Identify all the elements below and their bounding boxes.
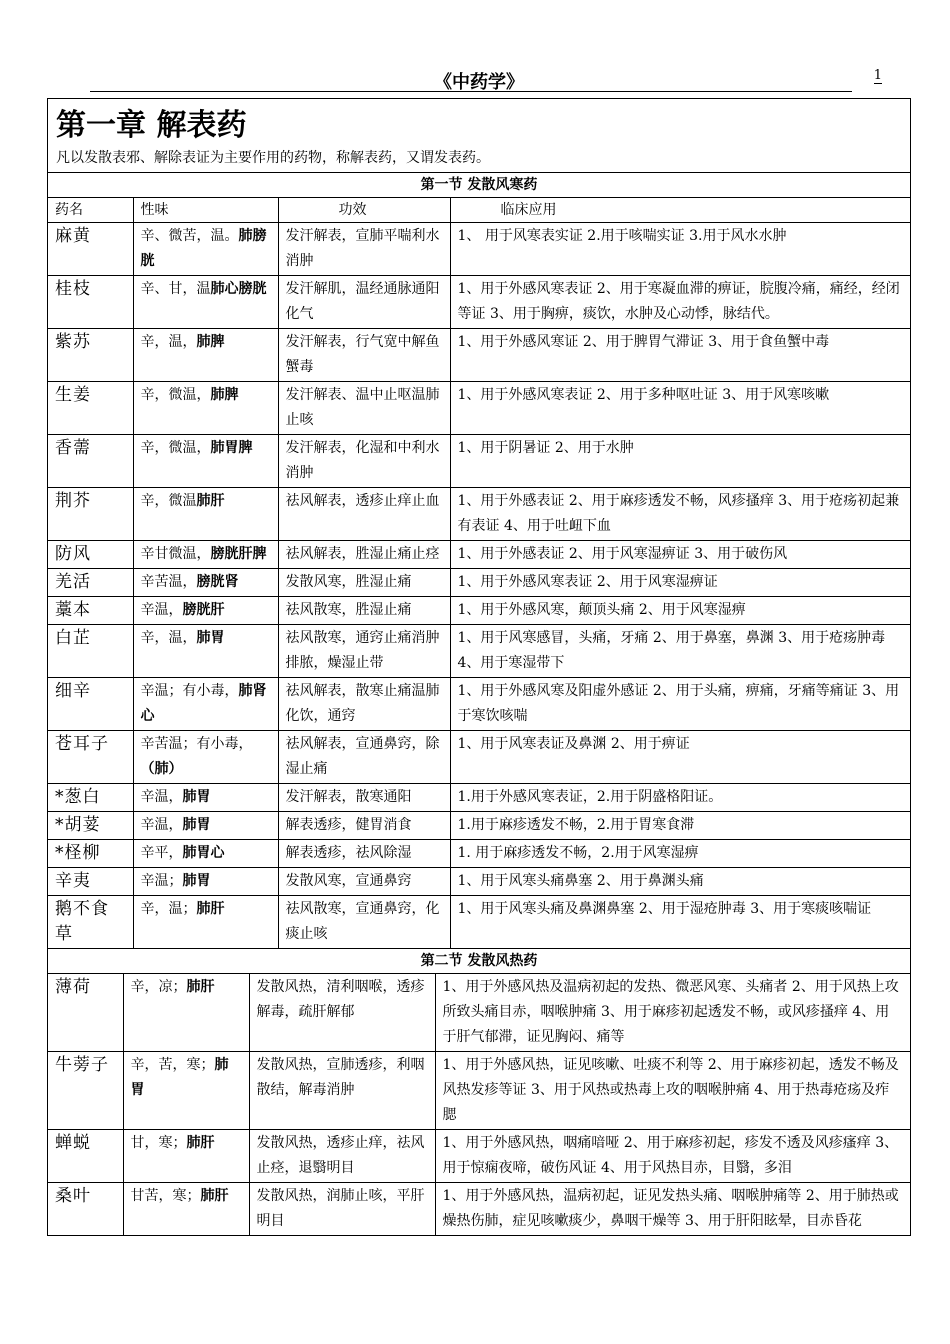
meridian-text: 肺胃 bbox=[196, 630, 225, 646]
herb-effect: 发汗解表、温中止呕温肺止咳 bbox=[278, 382, 450, 435]
nature-text: 辛，温， bbox=[140, 334, 197, 350]
table-row bbox=[48, 731, 910, 784]
table-row bbox=[48, 625, 910, 678]
herb-nature bbox=[123, 1183, 249, 1236]
nature-text: 辛，微温， bbox=[140, 440, 211, 456]
table-row bbox=[48, 435, 910, 488]
table-row bbox=[48, 597, 910, 625]
nature-text: 辛温；有小毒， bbox=[140, 683, 239, 699]
chapter-block bbox=[48, 99, 910, 173]
herb-name: 鹅不食草 bbox=[48, 896, 133, 949]
herb-nature bbox=[133, 625, 278, 678]
herb-effect: 祛风散寒，通窍止痛消肿排脓，燥湿止带 bbox=[278, 625, 450, 678]
herb-nature bbox=[133, 276, 278, 329]
section1-title-row bbox=[48, 173, 910, 198]
herb-effect: 发散风寒，宣通鼻窍 bbox=[278, 868, 450, 896]
nature-text: 辛甘微温， bbox=[140, 546, 211, 562]
herb-usage: 1.用于麻疹透发不畅，2.用于胃寒食滞 bbox=[450, 812, 910, 840]
herb-effect: 发汗解肌，温经通脉通阳化气 bbox=[278, 276, 450, 329]
meridian-text: 肺胃脾 bbox=[210, 440, 253, 456]
herb-effect: 发汗解表，宣肺平喘利水消肿 bbox=[278, 223, 450, 276]
table-row bbox=[48, 1130, 910, 1183]
meridian-text: 肺胃 bbox=[182, 873, 211, 889]
herb-usage: 1、用于外感风热，咽痛喑哑 2、用于麻疹初起，疹发不透及风疹瘙痒 3、用于惊痫夜啼，破伤风证 4、用于风热目赤，目翳，多泪 bbox=[435, 1130, 910, 1183]
meridian-text: 肺膀胱 bbox=[140, 228, 267, 269]
herb-name: 荆芥 bbox=[48, 488, 133, 541]
herb-nature bbox=[133, 488, 278, 541]
herb-name: 桑叶 bbox=[48, 1183, 123, 1236]
herb-nature bbox=[123, 1130, 249, 1183]
herb-usage: 1、用于外感风寒表证 2、用于多种呕吐证 3、用于风寒咳嗽 bbox=[450, 382, 910, 435]
herb-name: 桂枝 bbox=[48, 276, 133, 329]
herb-nature bbox=[133, 541, 278, 569]
herb-nature bbox=[133, 223, 278, 276]
herb-nature bbox=[133, 329, 278, 382]
meridian-text: 肺胃心 bbox=[182, 845, 225, 861]
table-row bbox=[48, 1052, 910, 1130]
herb-effect: 发汗解表，行气宽中解鱼蟹毒 bbox=[278, 329, 450, 382]
table-row bbox=[48, 896, 910, 949]
table-row bbox=[48, 840, 910, 868]
nature-text: 辛温； bbox=[140, 873, 183, 889]
section2-table bbox=[48, 974, 910, 1235]
herb-name: 蝉蜕 bbox=[48, 1130, 123, 1183]
herb-usage: 1、用于外感表证 2、用于麻疹透发不畅，风疹搔痒 3、用于疮疡初起兼有表证 4、用于吐衄下血 bbox=[450, 488, 910, 541]
table-row bbox=[48, 276, 910, 329]
herb-nature bbox=[133, 382, 278, 435]
nature-text: 辛、微苦，温。 bbox=[140, 228, 239, 244]
nature-text: 辛，温， bbox=[140, 630, 197, 646]
table-row bbox=[48, 868, 910, 896]
section1-table bbox=[48, 173, 910, 948]
nature-text: 辛温， bbox=[140, 602, 183, 618]
herb-name: 牛蒡子 bbox=[48, 1052, 123, 1130]
herb-effect: 发散风热，清利咽喉，透疹解毒，疏肝解郁 bbox=[249, 974, 435, 1052]
meridian-text: 肺脾 bbox=[210, 387, 239, 403]
herb-name: 香薷 bbox=[48, 435, 133, 488]
herb-effect: 发散风寒，胜湿止痛 bbox=[278, 569, 450, 597]
herb-nature bbox=[133, 784, 278, 812]
nature-text: 辛温， bbox=[140, 817, 183, 833]
herb-usage: 1、用于外感风寒表证 2、用于寒凝血滞的痹证，脘腹冷痛，痛经，经闭等证 3、用于胸痹，痰饮，水肿及心动悸，脉结代。 bbox=[450, 276, 910, 329]
herb-usage: 1.用于外感风寒表证，2.用于阴盛格阳证。 bbox=[450, 784, 910, 812]
herb-nature bbox=[123, 1052, 249, 1130]
column-header-name: 药名 bbox=[48, 198, 133, 223]
nature-text: 辛，微温， bbox=[140, 387, 211, 403]
header-rule bbox=[90, 91, 852, 92]
herb-effect: 祛风散寒，宣通鼻窍，化痰止咳 bbox=[278, 896, 450, 949]
meridian-text: （肺） bbox=[140, 761, 183, 777]
nature-text: 甘苦，寒； bbox=[130, 1188, 201, 1204]
herb-usage: 1. 用于麻疹透发不畅，2.用于风寒湿痹 bbox=[450, 840, 910, 868]
herb-name: 生姜 bbox=[48, 382, 133, 435]
page-header bbox=[48, 66, 910, 94]
section2-title: 第二节 发散风热药 bbox=[420, 953, 538, 969]
table-row bbox=[48, 1183, 910, 1236]
herb-effect: 发散风热，宣肺透疹，利咽散结，解毒消肿 bbox=[249, 1052, 435, 1130]
herb-nature bbox=[133, 678, 278, 731]
column-header-effect: 功效 bbox=[278, 198, 450, 223]
herb-usage: 1、用于外感风寒表证 2、用于风寒湿痹证 bbox=[450, 569, 910, 597]
herb-name: 防风 bbox=[48, 541, 133, 569]
herb-usage: 1、用于阴暑证 2、用于水肿 bbox=[450, 435, 910, 488]
herb-name: 羌活 bbox=[48, 569, 133, 597]
herb-usage: 1、用于外感风寒，颠顶头痛 2、用于风寒湿痹 bbox=[450, 597, 910, 625]
page-number: 1 bbox=[873, 68, 882, 83]
table-row bbox=[48, 974, 910, 1052]
meridian-text: 肺胃 bbox=[182, 789, 211, 805]
nature-text: 辛，苦，寒； bbox=[130, 1057, 215, 1073]
meridian-text: 肺肝 bbox=[196, 901, 225, 917]
table-row bbox=[48, 569, 910, 597]
meridian-text: 膀胱肝 bbox=[182, 602, 225, 618]
meridian-text: 肺肝 bbox=[200, 1188, 229, 1204]
herb-usage: 1、用于外感风寒证 2、用于脾胃气滞证 3、用于食鱼蟹中毒 bbox=[450, 329, 910, 382]
table-row bbox=[48, 382, 910, 435]
herb-effect: 祛风解表，宣通鼻窍，除湿止痛 bbox=[278, 731, 450, 784]
table-row bbox=[48, 812, 910, 840]
document-body bbox=[47, 98, 911, 1236]
chapter-description: 凡以发散表邪、解除表证为主要作用的药物，称解表药，又谓发表药。 bbox=[56, 150, 490, 166]
herb-usage: 1、用于风寒表证及鼻渊 2、用于痹证 bbox=[450, 731, 910, 784]
nature-text: 辛苦温， bbox=[140, 574, 197, 590]
herb-usage: 1、 用于风寒表实证 2.用于咳喘实证 3.用于风水水肿 bbox=[450, 223, 910, 276]
herb-name: 薄荷 bbox=[48, 974, 123, 1052]
herb-effect: 解表透疹，祛风除湿 bbox=[278, 840, 450, 868]
nature-text: 辛，凉； bbox=[130, 979, 187, 995]
section1-title: 第一节 发散风寒药 bbox=[48, 173, 910, 198]
herb-nature bbox=[133, 731, 278, 784]
table-row bbox=[48, 678, 910, 731]
herb-nature bbox=[123, 974, 249, 1052]
meridian-text: 肺心膀胱 bbox=[210, 281, 267, 297]
nature-text: 辛，温； bbox=[140, 901, 197, 917]
column-header-nature: 性味 bbox=[133, 198, 278, 223]
herb-name: 苍耳子 bbox=[48, 731, 133, 784]
meridian-text: 膀胱肾 bbox=[196, 574, 239, 590]
meridian-text: 肺胃 bbox=[182, 817, 211, 833]
nature-text: 辛、甘，温 bbox=[140, 281, 211, 297]
column-header-usage: 临床应用 bbox=[450, 198, 910, 223]
herb-nature bbox=[133, 812, 278, 840]
herb-name: 白芷 bbox=[48, 625, 133, 678]
meridian-text: 膀胱肝脾 bbox=[210, 546, 267, 562]
nature-text: 辛平， bbox=[140, 845, 183, 861]
meridian-text: 肺胃 bbox=[130, 1057, 229, 1098]
herb-name: 辛夷 bbox=[48, 868, 133, 896]
table-row bbox=[48, 329, 910, 382]
table-row bbox=[48, 541, 910, 569]
herb-effect: 祛风解表，散寒止痛温肺化饮，通窍 bbox=[278, 678, 450, 731]
meridian-text: 肺肝 bbox=[196, 493, 225, 509]
herb-name: 细辛 bbox=[48, 678, 133, 731]
herb-usage: 1、用于外感风热，温病初起，证见发热头痛、咽喉肿痛等 2、用于肺热或燥热伤肺，症见咳嗽痰少，鼻咽干燥等 3、用于肝阳眩晕，目赤昏花 bbox=[435, 1183, 910, 1236]
nature-text: 辛温， bbox=[140, 789, 183, 805]
herb-effect: 发散风热，润肺止咳，平肝明目 bbox=[249, 1183, 435, 1236]
nature-text: 辛，微温 bbox=[140, 493, 197, 509]
herb-name: *葱白 bbox=[48, 784, 133, 812]
herb-effect: 发汗解表，化湿和中利水消肿 bbox=[278, 435, 450, 488]
herb-name: 藁本 bbox=[48, 597, 133, 625]
table-row bbox=[48, 223, 910, 276]
herb-nature bbox=[133, 435, 278, 488]
herb-name: 麻黄 bbox=[48, 223, 133, 276]
herb-effect: 发散风热，透疹止痒，祛风止痉，退翳明目 bbox=[249, 1130, 435, 1183]
herb-usage: 1、用于外感表证 2、用于风寒湿痹证 3、用于破伤风 bbox=[450, 541, 910, 569]
section2-title-row bbox=[48, 948, 910, 974]
herb-nature bbox=[133, 868, 278, 896]
meridian-text: 肺脾 bbox=[196, 334, 225, 350]
herb-usage: 1、用于外感风热及温病初起的发热、微恶风寒、头痛者 2、用于风热上攻所致头痛目赤，咽喉肿痛 3、用于麻疹初起透发不畅，或风疹搔痒 4、用于肝气郁滞，证见胸闷、痛等 bbox=[435, 974, 910, 1052]
herb-effect: 解表透疹，健胃消食 bbox=[278, 812, 450, 840]
table-row bbox=[48, 784, 910, 812]
table-header-row bbox=[48, 198, 910, 223]
chapter-title: 第一章 解表药 bbox=[56, 108, 247, 143]
herb-name: *柽柳 bbox=[48, 840, 133, 868]
herb-nature bbox=[133, 840, 278, 868]
table-row bbox=[48, 488, 910, 541]
herb-usage: 1、用于外感风寒及阳虚外感证 2、用于头痛，痹痛，牙痛等痛证 3、用于寒饮咳喘 bbox=[450, 678, 910, 731]
document-title: 《中药学》 bbox=[434, 72, 524, 93]
herb-effect: 祛风解表，透疹止痒止血 bbox=[278, 488, 450, 541]
herb-effect: 发汗解表，散寒通阳 bbox=[278, 784, 450, 812]
herb-name: *胡荽 bbox=[48, 812, 133, 840]
herb-usage: 1、用于风寒头痛及鼻渊鼻塞 2、用于湿疮肿毒 3、用于寒痰咳喘证 bbox=[450, 896, 910, 949]
herb-name: 紫苏 bbox=[48, 329, 133, 382]
herb-effect: 祛风散寒，胜湿止痛 bbox=[278, 597, 450, 625]
herb-nature bbox=[133, 896, 278, 949]
herb-nature bbox=[133, 569, 278, 597]
herb-nature bbox=[133, 597, 278, 625]
nature-text: 甘，寒； bbox=[130, 1135, 187, 1151]
herb-usage: 1、用于外感风热，证见咳嗽、吐痰不利等 2、用于麻疹初起，透发不畅及风热发疹等证 3、用于风热或热毒上攻的咽喉肿痛 4、用于热毒疮疡及痄腮 bbox=[435, 1052, 910, 1130]
nature-text: 辛苦温；有小毒， bbox=[140, 736, 253, 752]
meridian-text: 肺肝 bbox=[186, 979, 215, 995]
meridian-text: 肺肾心 bbox=[140, 683, 267, 724]
herb-effect: 祛风解表，胜湿止痛止痉 bbox=[278, 541, 450, 569]
herb-usage: 1、用于风寒头痛鼻塞 2、用于鼻渊头痛 bbox=[450, 868, 910, 896]
meridian-text: 肺肝 bbox=[186, 1135, 215, 1151]
herb-usage: 1、用于风寒感冒，头痛，牙痛 2、用于鼻塞，鼻渊 3、用于疮疡肿毒 4、用于寒湿带下 bbox=[450, 625, 910, 678]
